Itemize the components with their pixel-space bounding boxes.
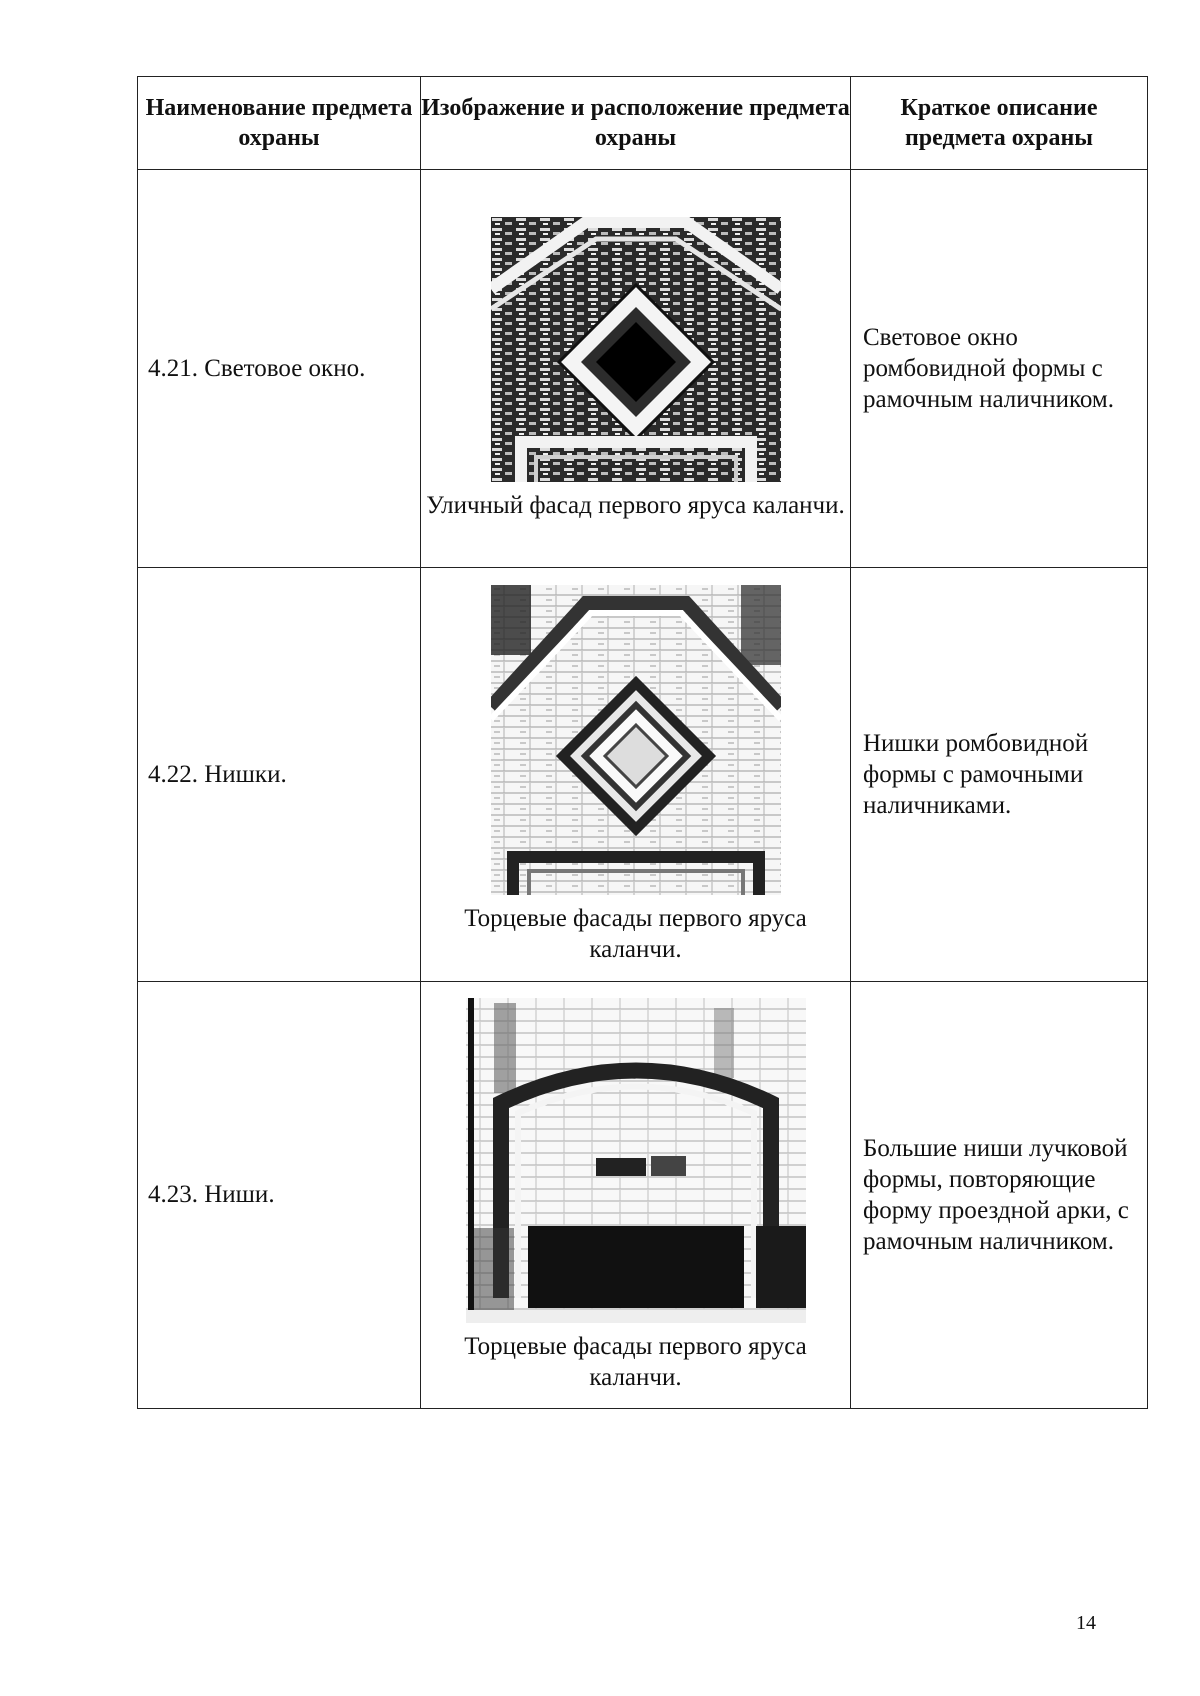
image-caption: Уличный фасад первого яруса каланчи. (426, 491, 845, 519)
diamond-niche-photo (491, 585, 781, 895)
table-row (138, 170, 1148, 568)
image-caption: Торцевые фасады первого яруса каланчи. (464, 1332, 807, 1391)
protection-items-table (137, 76, 1148, 1409)
item-image-cell (421, 170, 851, 568)
table-row (138, 568, 1148, 982)
header-image: Изображение и расположение предмета охраны (421, 77, 851, 170)
diamond-window-photo (491, 217, 781, 482)
image-caption: Торцевые фасады первого яруса каланчи. (464, 904, 807, 963)
item-name: 4.22. Нишки. (138, 568, 421, 982)
arched-niche-photo (466, 998, 806, 1323)
header-description: Краткое описание предмета охраны (851, 77, 1148, 170)
header-name: Наименование предмета охраны (138, 77, 421, 170)
item-image-cell (421, 568, 851, 982)
item-description: Большие ниши лучковой формы, повторяющие форму проездной арки, с рамочным наличником. (851, 982, 1148, 1409)
table-row (138, 982, 1148, 1409)
item-image-cell (421, 982, 851, 1409)
item-description: Нишки ромбовидной формы с рамочными наличниками. (851, 568, 1148, 982)
page-number: 14 (1076, 1612, 1096, 1634)
table-header-row (138, 77, 1148, 170)
item-name: 4.23. Ниши. (138, 982, 421, 1409)
item-description: Световое окно ромбовидной формы с рамочным наличником. (851, 170, 1148, 568)
item-name: 4.21. Световое окно. (138, 170, 421, 568)
